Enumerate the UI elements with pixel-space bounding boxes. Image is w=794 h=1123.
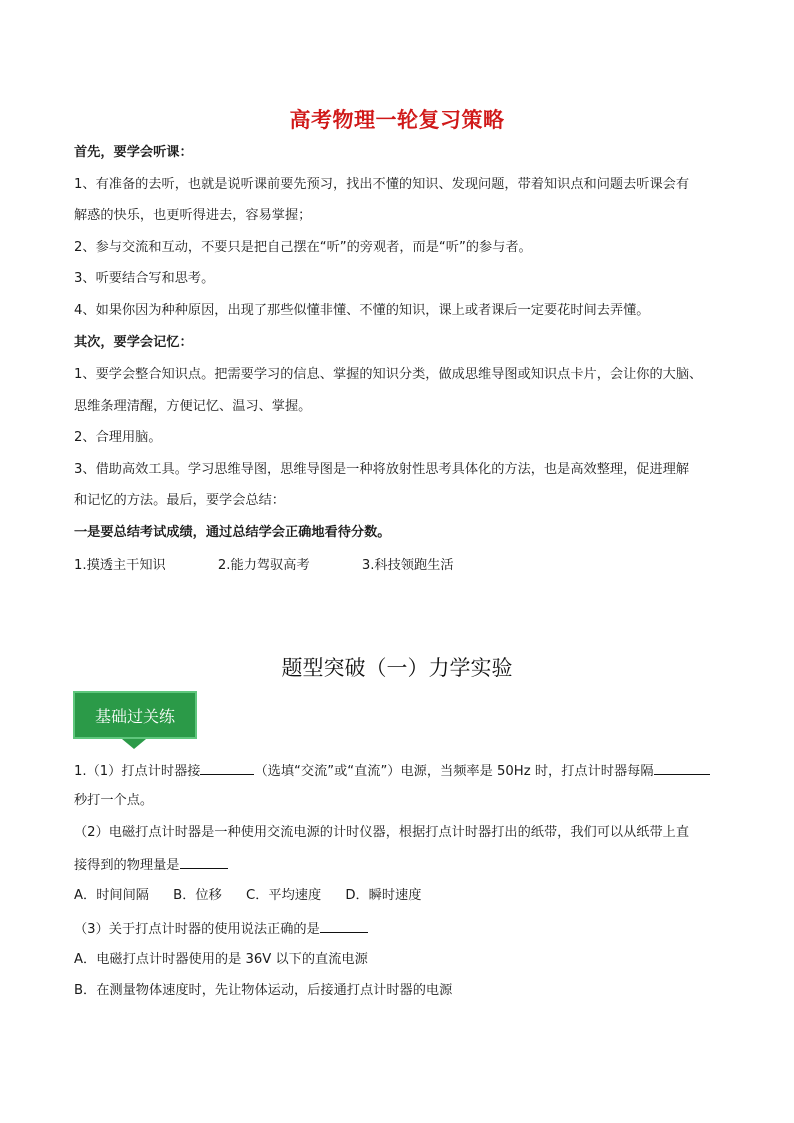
option-c: C．平均速度 — [245, 888, 322, 903]
listen-item: 解惑的快乐，也更听得进去，容易掌握； — [74, 208, 312, 223]
badge-pointer-icon — [122, 739, 146, 749]
question-text: 1.（1）打点计时器接 — [74, 764, 201, 779]
listen-item: 3、听要结合写和思考。 — [74, 271, 215, 286]
memory-item: 和记忆的方法。最后，要学会总结： — [74, 493, 285, 508]
memory-heading: 其次，要学会记忆： — [74, 335, 193, 350]
question-text: （选填“交流”或“直流”）电源，当频率是 50Hz 时，打点计时器每隔 — [254, 764, 654, 779]
listen-item: 4、如果你因为种种原因，出现了那些似懂非懂、不懂的知识，课上或者课后一定要花时间去弄懂。 — [74, 303, 650, 318]
answer-blank — [200, 760, 254, 775]
question-text: 接得到的物理量是 — [74, 858, 180, 873]
page-title: 高考物理一轮复习策略 — [289, 108, 505, 132]
option-b: B．在测量物体速度时，先让物体运动，后接通打点计时器的电源 — [74, 983, 453, 998]
key-point: 3.科技领跑生活 — [361, 558, 454, 573]
question-1-part-2: （2）电磁打点计时器是一种使用交流电源的计时仪器，根据打点计时器打出的纸带，我们可以从纸带上直 — [74, 825, 690, 840]
badge-label: 基础过关练 — [94, 706, 175, 726]
question-text: （3）关于打点计时器的使用说法正确的是 — [74, 922, 320, 937]
memory-item: 思维条理清醒，方便记忆、温习、掌握。 — [74, 399, 312, 414]
option-a: A．时间间隔 — [74, 888, 149, 903]
answer-blank — [654, 760, 710, 775]
memory-item: 1、要学会整合知识点。把需要学习的信息、掌握的知识分类，做成思维导图或知识点卡片，会让你的大脑、 — [74, 367, 703, 382]
listen-item: 1、有准备的去听，也就是说听课前要先预习，找出不懂的知识、发现问题，带着知识点和问题去听课会有 — [74, 177, 690, 192]
listen-heading: 首先，要学会听课： — [74, 145, 193, 160]
question-1-part-1 — [74, 760, 722, 782]
key-point: 1.摸透主干知识 — [74, 558, 166, 573]
answer-blank — [320, 918, 368, 933]
option-a: A．电磁打点计时器使用的是 36V 以下的直流电源 — [74, 952, 368, 967]
section-title: 题型突破（一）力学实验 — [281, 656, 513, 680]
option-d: D．瞬时速度 — [345, 888, 422, 903]
question-1-part-3 — [74, 918, 722, 940]
options-row — [74, 886, 722, 906]
question-text: 秒打一个点。 — [74, 793, 154, 808]
option-b: B．位移 — [173, 888, 222, 903]
key-points-row — [74, 556, 722, 576]
question-1-part-2-cont — [74, 854, 722, 876]
key-point: 2.能力驾驭高考 — [217, 558, 310, 573]
memory-item: 3、借助高效工具。学习思维导图，思维导图是一种将放射性思考具体化的方法，也是高效整理，促进理解 — [74, 462, 690, 477]
summary-statement: 一是要总结考试成绩，通过总结学会正确地看待分数。 — [74, 525, 391, 540]
section-badge — [73, 691, 197, 739]
answer-blank — [180, 854, 228, 869]
listen-item: 2、参与交流和互动，不要只是把自己摆在“听”的旁观者，而是“听”的参与者。 — [74, 240, 532, 255]
memory-item: 2、合理用脑。 — [74, 430, 162, 445]
